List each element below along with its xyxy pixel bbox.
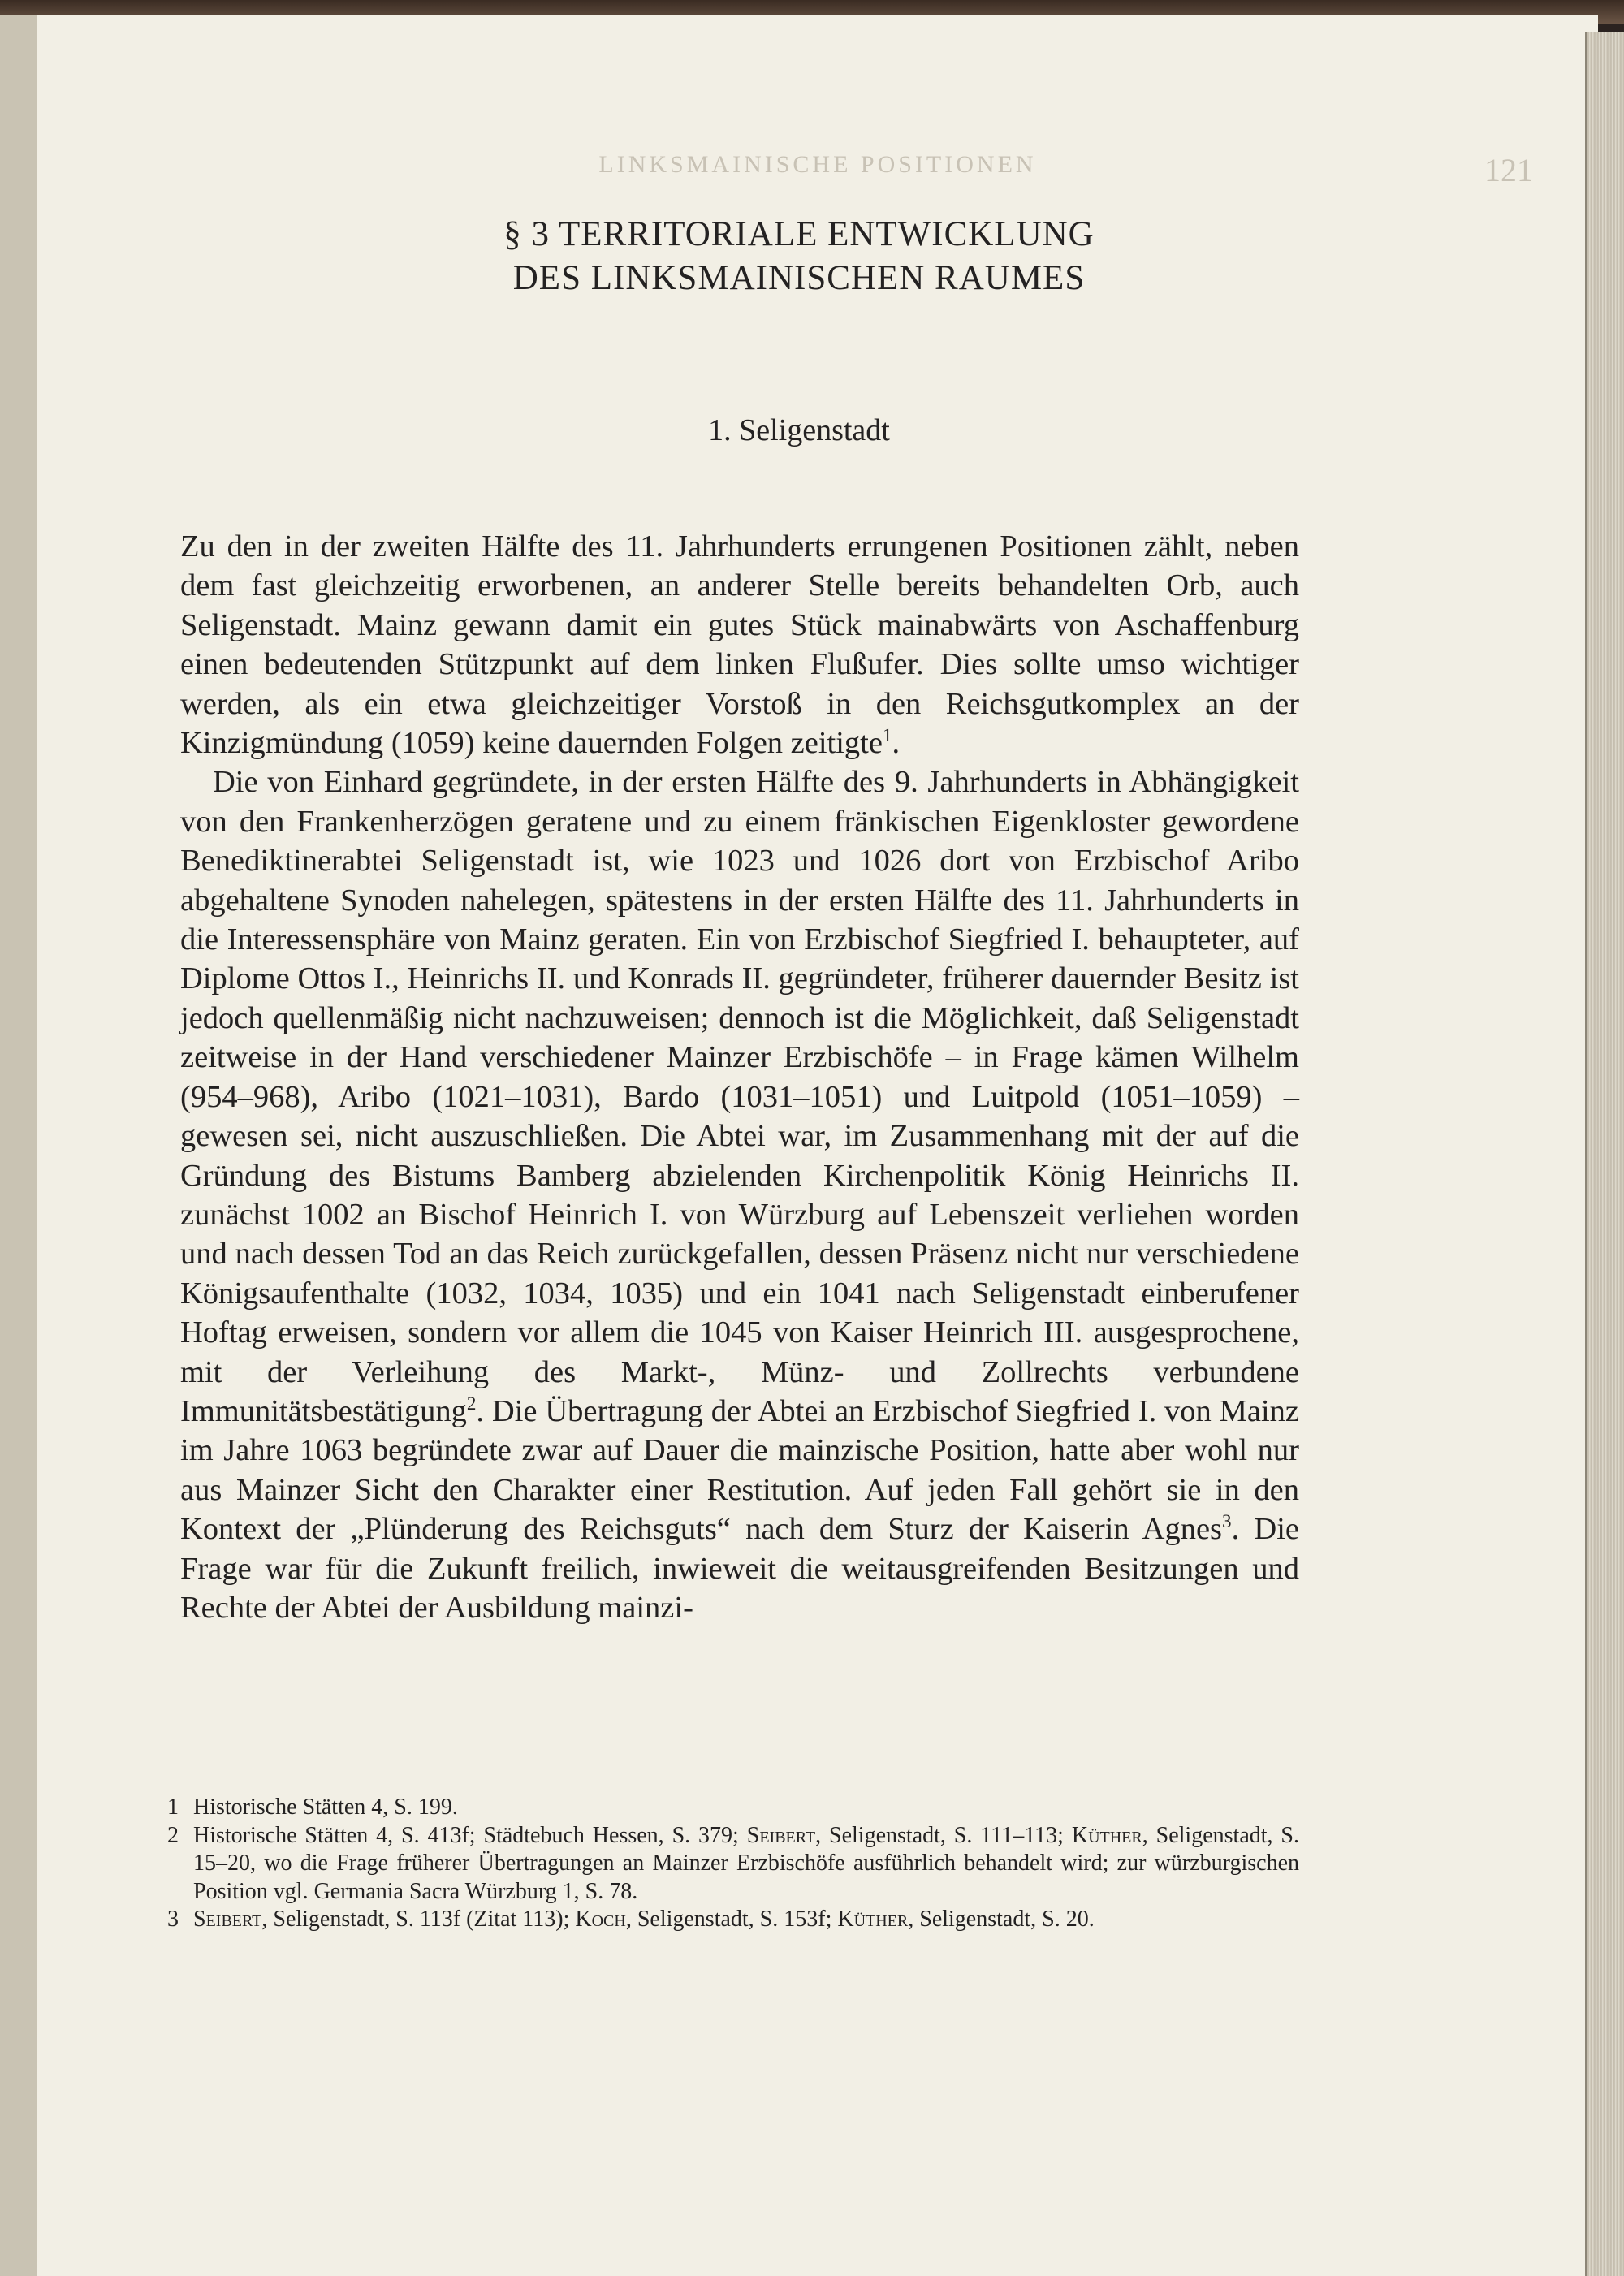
paragraph-2-text-c: . Die Frage war für die Zukunft freilich, inwieweit die weitausgreifenden Besitzungen und Rechte der Abtei der Ausbildung mainzi- (180, 1512, 1299, 1625)
footnote-text: Historische Stätten 4, S. 413f; Städtebuch Hessen, S. 379; (193, 1822, 747, 1848)
footnote-number: 2 (167, 1822, 179, 1848)
footnote-text: , Seligenstadt, S. 111–113; (815, 1822, 1072, 1848)
footnote-ref-2: 2 (466, 1393, 477, 1414)
footnote-author: Koch (575, 1907, 626, 1932)
footnote-text: Historische Stätten 4, S. 199. (193, 1794, 458, 1820)
footnote-text: , Seligenstadt, S. 113f (Zitat 113); (261, 1907, 576, 1932)
chapter-title (0, 213, 1598, 300)
footnote-author: Küther (1071, 1822, 1142, 1848)
footnote-number: 3 (167, 1907, 179, 1932)
chapter-title-line-1: § 3 TERRITORIALE ENTWICKLUNG (503, 215, 1095, 253)
paragraph-2 (180, 762, 1299, 1627)
section-title: 1. Seligenstadt (708, 413, 890, 447)
page-edges (1585, 32, 1624, 2276)
body-text (180, 527, 1299, 1627)
paragraph-1-end: . (892, 726, 901, 761)
paragraph-1 (180, 527, 1299, 762)
footnote-3 (167, 1906, 1299, 1934)
footnote-2 (167, 1822, 1299, 1907)
footnote-author: Seibert (193, 1907, 262, 1932)
footnote-author: Seibert (746, 1822, 816, 1848)
paragraph-2-text-b: . Die Übertragung der Abtei an Erzbischof Siegfried I. von Mainz im Jahre 1063 begründete zwar auf Dauer die mainzische Position, hatte aber wohl nur aus Mainzer Sicht den Charakter einer Restitution. Auf jeden Fall gehört sie in den Kontext der „Plünderung des Reichsguts“ nach dem Sturz der Kaiserin Agnes (180, 1393, 1299, 1547)
footnote-ref-1: 1 (882, 724, 892, 746)
paragraph-1-text: Zu den in der zweiten Hälfte des 11. Jahrhunderts errungenen Positionen zählt, neben dem fast gleichzeitig erworbenen, an anderer Stelle bereits behandelten Orb, auch Seligenstadt. Mainz gewann damit ein gutes Stück mainabwärts von Aschaffenburg einen bedeutenden Stützpunkt auf dem linken Flußufer. Dies sollte umso wichtiger werden, als ein etwa gleichzeitiger Vorstoß in den Reichsgutkomplex an der Kinzigmündung (1059) keine dauernden Folgen zeitigte (180, 529, 1299, 761)
footnote-text: , Seligenstadt, S. 153f; (625, 1907, 838, 1932)
footnotes (167, 1794, 1299, 1934)
footnote-number: 1 (167, 1794, 179, 1820)
page-number: 121 (1484, 152, 1533, 188)
chapter-title-line-2: DES LINKSMAINISCHEN RAUMES (512, 259, 1086, 297)
running-header: LINKSMAINISCHE POSITIONEN (598, 151, 1037, 178)
footnote-ref-3: 3 (1222, 1510, 1232, 1532)
footnote-text: , Seligenstadt, S. 20. (908, 1907, 1095, 1932)
footnote-author: Küther (837, 1907, 909, 1932)
footnote-1 (167, 1794, 1299, 1822)
paragraph-2-text-a: Die von Einhard gegründete, in der ersten Hälfte des 9. Jahrhunderts in Abhängigkeit von den Frankenherzögen geratene und zu einem fränkischen Eigenkloster gewordene Benediktinerabtei Seligenstadt ist, wie 1023 und 1026 dort von Erzbischof Aribo abgehaltene Synoden nahelegen, spätestens in der ersten Hälfte des 11. Jahrhunderts in die Interessensphäre von Mainz geraten. Ein von Erzbischof Siegfried I. behaupteter, auf Diplome Ottos I., Heinrichs II. und Konrads II. gegründeter, früherer dauernder Besitz ist jedoch quellenmäßig nicht nachzuweisen; dennoch ist die Möglichkeit, daß Seligenstadt zeitweise in der Hand verschiedener Mainzer Erzbischöfe – in Frage kämen Wilhelm (954–968), Aribo (1021–1031), Bardo (1031–1051) und Luitpold (1051–1059) – gewesen sei, nicht auszuschließen. Die Abtei war, im Zusammenhang mit der auf die Gründung des Bistums Bamberg abzielenden Kirchenpolitik König Heinrichs II. zunächst 1002 an Bischof Heinrich I. von Würzburg auf Lebenszeit verliehen worden und nach dessen Tod an das Reich zurückgefallen, dessen Präsenz nicht nur verschiedene Königsaufenthalte (1032, 1034, 1035) und ein 1041 nach Seligenstadt einberufener Hoftag erweisen, sondern vor allem die 1045 von Kaiser Heinrich III. ausgesprochene, mit der Verleihung des Markt-, Münz- und Zollrechts verbundene Immunitätsbestätigung (180, 765, 1299, 1428)
footnote-text: , Seligenstadt, S. 15–20, wo die Frage früherer Übertragungen an Mainzer Erzbischöfe ausführlich behandelt wird; zur würzburgischen Position vgl. Germania Sacra Würzburg 1, S. 78. (193, 1822, 1299, 1904)
